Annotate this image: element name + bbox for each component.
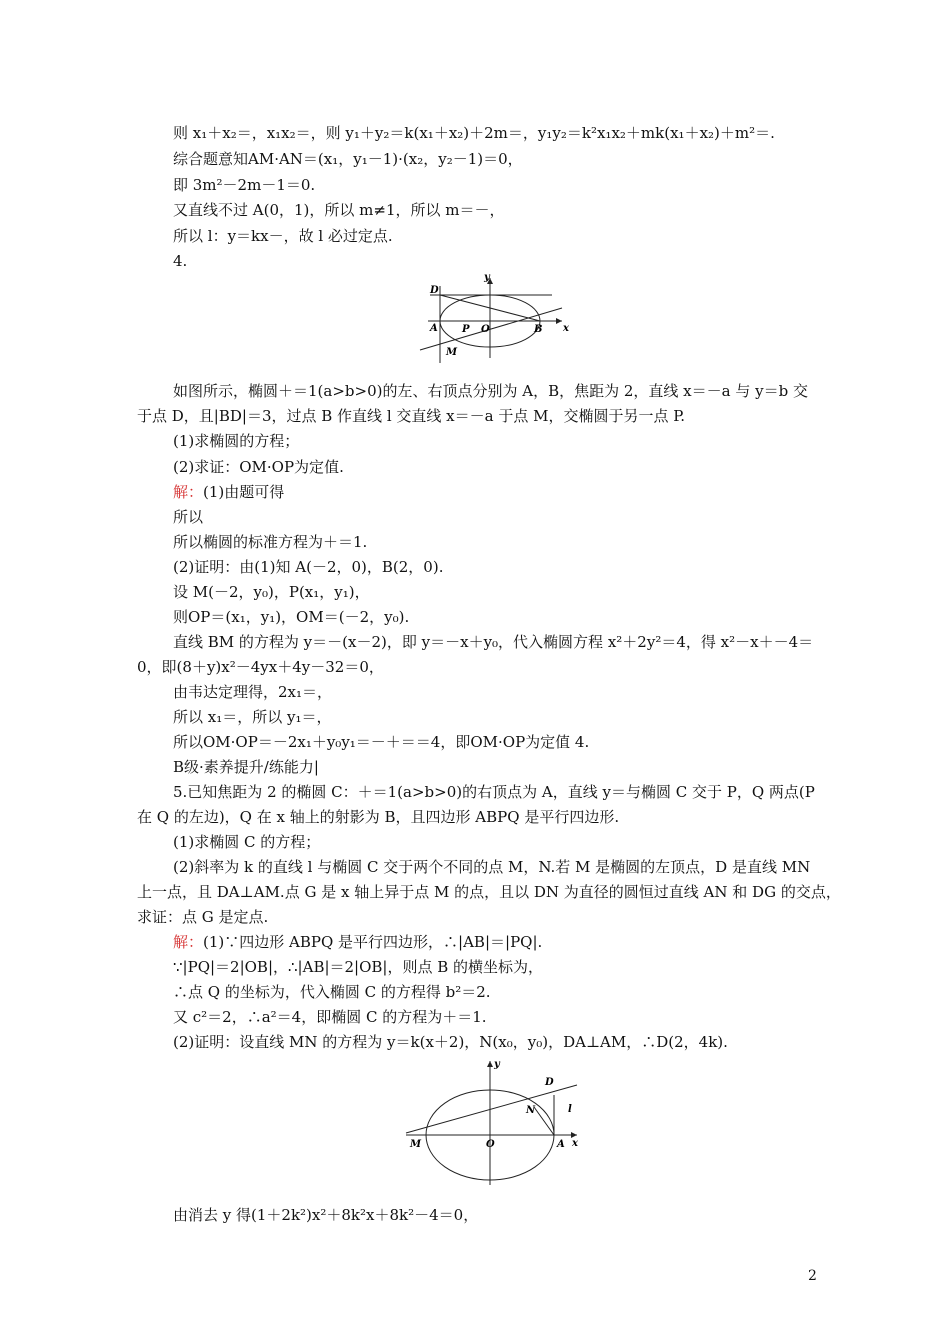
text-line: 则OP＝(x₁，y₁)，OM＝(－2，y₀).: [173, 608, 410, 626]
text-line: (2)证明：由(1)知 A(－2，0)，B(2，0).: [173, 558, 444, 576]
x-axis-label: x: [563, 323, 569, 334]
origin-O-label: O: [481, 324, 490, 335]
point-B-label: B: [534, 324, 543, 335]
point-D-label: D: [545, 1077, 554, 1088]
text-line: (2)证明：设直线 MN 的方程为 y＝k(x＋2)，N(x₀，y₀)，DA⊥AM，∴D(2，4k).: [173, 1033, 728, 1051]
text-line: 解：(1)∵四边形 ABPQ 是平行四边形，∴|AB|＝|PQ|.: [173, 933, 543, 951]
point-D-label: D: [430, 285, 439, 296]
origin-O-label: O: [486, 1139, 495, 1150]
text-line: 又 c²＝2，∴a²＝4，即椭圆 C 的方程为＋＝1.: [173, 1008, 487, 1026]
text-line: ∵|PQ|＝2|OB|，∴|AB|＝2|OB|，则点 B 的横坐标为，: [173, 958, 544, 976]
problem-number: 4.: [173, 252, 188, 270]
solution-label: 解：: [173, 933, 204, 951]
text-line: (1)求椭圆 C 的方程；: [173, 833, 321, 851]
text-line: (2)斜率为 k 的直线 l 与椭圆 C 交于两个不同的点 M，N.若 M 是椭圆的左顶点，D 是直线 MN: [173, 858, 811, 876]
text-line: 由消去 y 得(1＋2k²)x²＋8k²x＋8k²－4＝0，: [173, 1206, 479, 1224]
text-line: 上一点，且 DA⊥AM.点 G 是 x 轴上异于点 M 的点，且以 DN 为直径的圆恒过直线 AN 和 DG 的交点，: [137, 883, 841, 901]
point-P-label: P: [462, 324, 470, 335]
point-A-label: A: [557, 1139, 565, 1150]
point-M-label: M: [446, 347, 458, 358]
line-l-label: l: [568, 1104, 572, 1115]
point-A-label: A: [430, 323, 438, 334]
text-line: 解：(1)由题可得: [173, 483, 285, 501]
text-line: 所以 x₁＝，所以 y₁＝，: [173, 708, 332, 726]
text-line: 由韦达定理得，2x₁＝，: [173, 683, 333, 701]
y-axis-label: y: [494, 1059, 500, 1070]
text-line: 又直线不过 A(0，1)，所以 m≠1，所以 m＝－，: [173, 201, 505, 219]
point-M-label: M: [410, 1139, 422, 1150]
text-line: (1)求椭圆的方程；: [173, 432, 300, 450]
text-line: 求证：点 G 是定点.: [137, 908, 269, 926]
text-line: 所以 l：y＝kx－，故 l 必过定点.: [173, 227, 393, 245]
text-line: 所以: [173, 508, 204, 526]
text-line: 即 3m²－2m－1＝0.: [173, 176, 316, 194]
text-line: 直线 BM 的方程为 y＝－(x－2)，即 y＝－x＋y₀，代入椭圆方程 x²＋2y²＝4，得 x²－x＋－4＝: [173, 633, 814, 651]
text-line: 5.已知焦距为 2 的椭圆 C：＋＝1(a>b>0)的右顶点为 A，直线 y＝与椭圆 C 交于 P，Q 两点(P: [173, 783, 815, 801]
text-line: 如图所示，椭圆＋＝1(a>b>0)的左、右顶点分别为 A，B，焦距为 2，直线 x＝－a 与 y＝b 交: [173, 382, 808, 400]
text-line: 在 Q 的左边)，Q 在 x 轴上的射影为 B，且四边形 ABPQ 是平行四边形.: [137, 808, 620, 826]
point-N-label: N: [526, 1105, 536, 1116]
text-line: 则 x₁＋x₂＝，x₁x₂＝，则 y₁＋y₂＝k(x₁＋x₂)＋2m＝，y₁y₂＝k²x₁x₂＋mk(x₁＋x₂)＋m²＝.: [173, 124, 775, 142]
ellipse-figure-2: [402, 1055, 587, 1190]
text-line: 所以椭圆的标准方程为＋＝1.: [173, 533, 368, 551]
text-line: ∴点 Q 的坐标为，代入椭圆 C 的方程得 b²＝2.: [173, 983, 491, 1001]
section-heading: B级·素养提升/练能力|: [173, 758, 319, 776]
solution-label: 解：: [173, 483, 204, 501]
page-number: 2: [808, 1268, 817, 1284]
text-line: 0，即(8＋y)x²－4yx＋4y－32＝0，: [137, 658, 384, 676]
x-axis-label: x: [572, 1138, 578, 1149]
text-line: 设 M(－2，y₀)，P(x₁，y₁)，: [173, 583, 370, 601]
ellipse-figure-1: [412, 268, 584, 368]
text-line: 于点 D，且|BD|＝3，过点 B 作直线 l 交直线 x＝－a 于点 M，交椭圆于另一点 P.: [137, 407, 686, 425]
text-line: 综合题意知AM·AN＝(x₁，y₁－1)·(x₂，y₂－1)＝0，: [173, 150, 523, 168]
y-axis-label: y: [484, 272, 490, 283]
text-line: (2)求证：OM·OP为定值.: [173, 458, 344, 476]
text-line: 所以OM·OP＝－2x₁＋y₀y₁＝－＋＝＝4，即OM·OP为定值 4.: [173, 733, 590, 751]
